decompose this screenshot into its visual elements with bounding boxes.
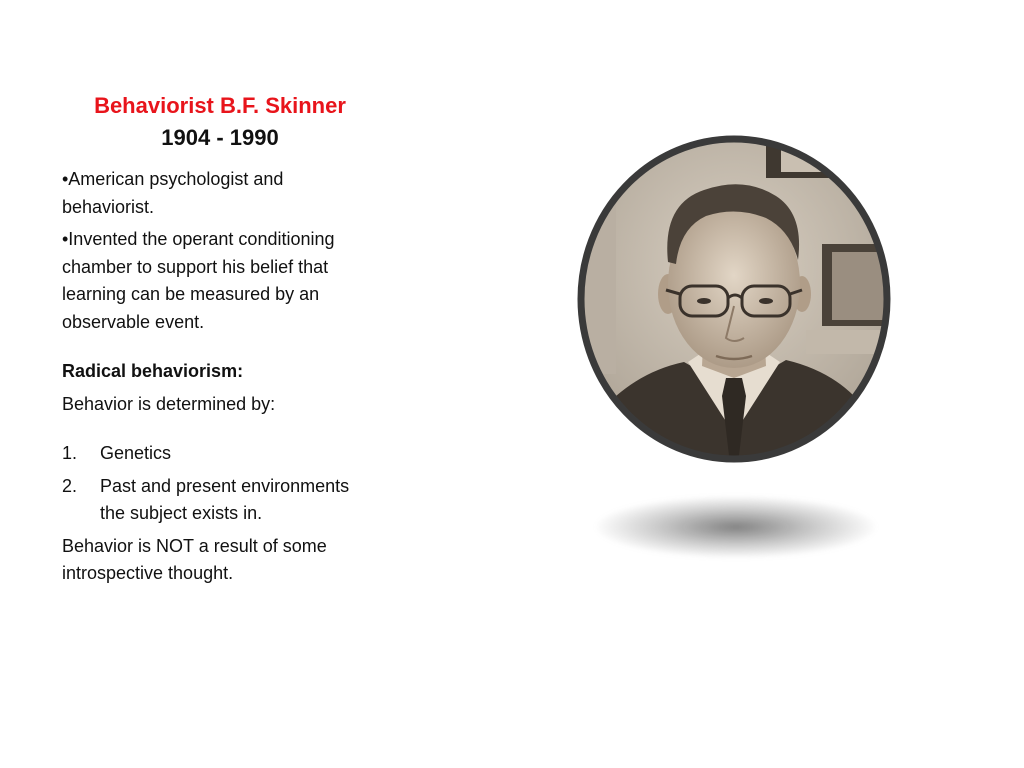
item-text: Past and present environments the subject exists in. <box>100 475 350 523</box>
item-number: 2. <box>62 475 78 496</box>
title-name: Behaviorist B.F. Skinner <box>94 93 346 118</box>
bullet-item: •Invented the operant conditioning chamber to support his belief that learning can be measured by an observable event. <box>62 229 335 332</box>
portrait-photo-icon <box>576 134 892 464</box>
numbered-item <box>62 473 374 528</box>
closing-text: Behavior is NOT a result of some introspective thought. <box>62 535 327 583</box>
bullet-item: •American psychologist and behaviorist. <box>62 169 284 217</box>
item-text: Genetics <box>100 443 172 463</box>
section-heading: Radical behaviorism: <box>62 361 244 381</box>
portrait-shadow <box>596 496 876 558</box>
body-text <box>62 166 374 588</box>
section-intro: Behavior is determined by: <box>62 393 276 414</box>
item-number: 1. <box>62 443 78 463</box>
numbered-item <box>62 440 374 468</box>
portrait-image <box>576 134 892 464</box>
slide-title <box>62 90 378 154</box>
title-years: 1904 - 1990 <box>161 125 279 150</box>
